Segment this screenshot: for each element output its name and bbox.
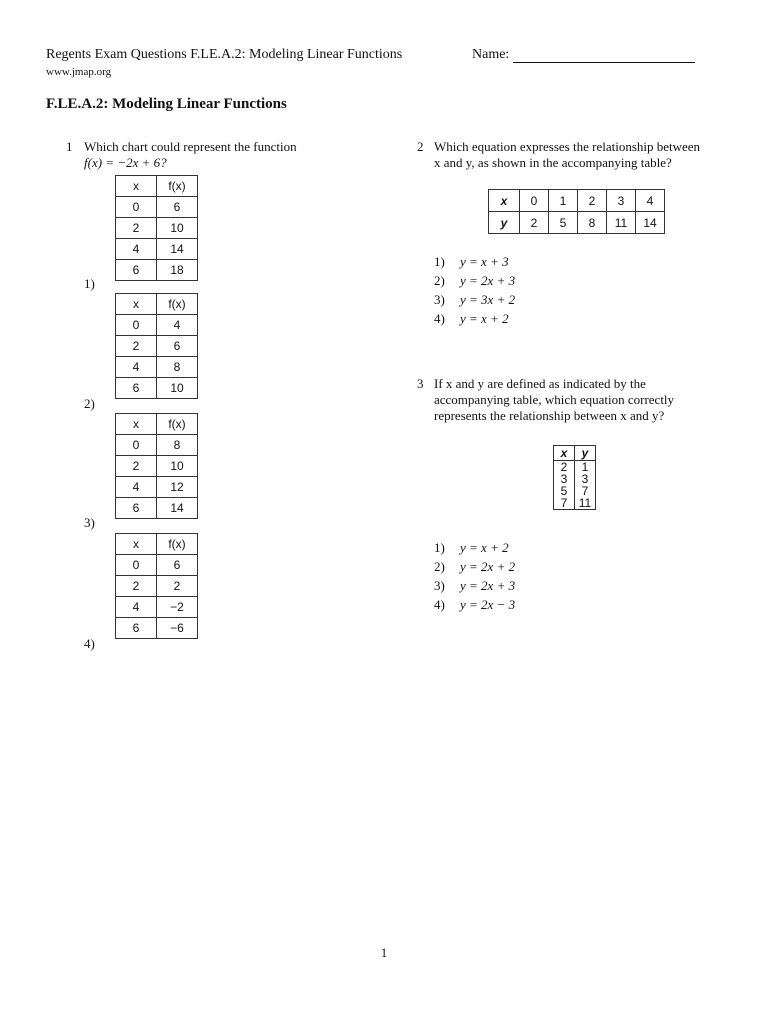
cell: 2 [116,336,157,357]
col-header-fx: f(x) [157,294,198,315]
cell: 4 [116,239,157,260]
cell: 0 [116,555,157,576]
option-number: 1) [434,540,445,555]
q3-text-line3: represents the relationship between x and y? [434,408,665,423]
cell: 4 [116,597,157,618]
option-number: 2) [434,273,445,288]
q2-option-2[interactable] [434,271,515,290]
cell: 3 [575,473,596,485]
q1-choice-3-table [115,413,198,519]
q3-option-4[interactable] [434,595,515,614]
header-title: Regents Exam Questions F.LE.A.2: Modeling Linear Functions [46,47,403,62]
option-equation: y = 2x + 2 [460,559,516,574]
q3-table [553,445,596,510]
cell: 1 [549,190,578,212]
option-number: 4) [434,311,445,326]
cell: 2 [116,456,157,477]
cell: 2 [554,461,575,474]
option-equation: y = 2x + 3 [460,273,516,288]
cell: 14 [636,212,665,234]
q1-choice-1-table [115,175,198,281]
cell: 5 [554,485,575,497]
q3-options [434,538,515,614]
cell: 4 [636,190,665,212]
col-header-x: x [116,414,157,435]
col-header-fx: f(x) [157,534,198,555]
cell: 7 [554,497,575,510]
cell: 3 [554,473,575,485]
q1-choice-2-table [115,293,198,399]
col-header-x: x [116,534,157,555]
col-header-x: x [116,176,157,197]
q2-option-1[interactable] [434,252,515,271]
q1-choice-3-label[interactable]: 3) [84,515,95,530]
cell: 2 [520,212,549,234]
option-number: 2) [434,559,445,574]
cell: 0 [116,315,157,336]
cell: 7 [575,485,596,497]
cell: 18 [157,260,198,281]
q2-text-line1: Which equation expresses the relationship between [434,139,701,154]
cell: 6 [157,197,198,218]
cell: −6 [157,618,198,639]
cell: 4 [116,357,157,378]
cell: 8 [157,435,198,456]
cell: 2 [116,218,157,239]
q1-choice-1-label[interactable]: 1) [84,276,95,291]
cell: 6 [116,498,157,519]
cell: 8 [157,357,198,378]
cell: 4 [116,477,157,498]
q2-number: 2 [417,139,424,154]
q2-table-y-label: y [489,212,520,234]
q3-table-x-label: x [554,446,575,461]
col-header-fx: f(x) [157,414,198,435]
col-header-fx: f(x) [157,176,198,197]
q2-option-3[interactable] [434,290,515,309]
header-url[interactable]: www.jmap.org [46,66,112,78]
q3-text-line2: accompanying table, which equation correctly [434,392,675,407]
option-number: 3) [434,292,445,307]
q3-number: 3 [417,376,424,391]
q3-option-1[interactable] [434,538,515,557]
cell: 1 [575,461,596,474]
col-header-x: x [116,294,157,315]
cell: 11 [575,497,596,510]
cell: 0 [116,435,157,456]
q1-choice-4-table [115,533,198,639]
q3-text-line1: If x and y are defined as indicated by the [434,376,646,391]
option-equation: y = x + 2 [460,540,509,555]
cell: 4 [157,315,198,336]
name-field[interactable] [472,47,695,63]
name-label: Name: [472,47,510,62]
q3-table-y-label: y [575,446,596,461]
option-number: 4) [434,597,445,612]
cell: 12 [157,477,198,498]
cell: 2 [157,576,198,597]
page-number: 1 [380,945,388,960]
cell: 6 [157,555,198,576]
q1-text [84,139,297,171]
cell: 10 [157,218,198,239]
option-equation: y = x + 3 [460,254,509,269]
cell: 0 [116,197,157,218]
cell: 14 [157,239,198,260]
option-number: 1) [434,254,445,269]
cell: 2 [578,190,607,212]
q3-option-2[interactable] [434,557,515,576]
cell: 5 [549,212,578,234]
name-line[interactable] [513,48,695,63]
option-equation: y = 2x + 3 [460,578,516,593]
option-equation: y = 3x + 2 [460,292,516,307]
cell: 0 [520,190,549,212]
cell: 10 [157,378,198,399]
cell: 2 [116,576,157,597]
q2-option-4[interactable] [434,309,515,328]
q3-option-3[interactable] [434,576,515,595]
q2-table [488,189,665,234]
option-equation: y = x + 2 [460,311,509,326]
document-title: F.LE.A.2: Modeling Linear Functions [46,96,287,112]
cell: 11 [607,212,636,234]
q1-choice-2-label[interactable]: 2) [84,396,95,411]
cell: 6 [116,378,157,399]
cell: 10 [157,456,198,477]
q1-number: 1 [66,139,73,154]
q2-table-x-label: x [489,190,520,212]
cell: 8 [578,212,607,234]
q1-choice-4-label[interactable]: 4) [84,636,95,651]
cell: 6 [116,618,157,639]
q1-text-line2: f(x) = −2x + 6? [84,155,167,170]
cell: 6 [157,336,198,357]
option-number: 3) [434,578,445,593]
option-equation: y = 2x − 3 [460,597,516,612]
cell: 6 [116,260,157,281]
q2-options [434,252,515,328]
q2-text-line2: x and y, as shown in the accompanying table? [434,155,672,170]
cell: 3 [607,190,636,212]
q3-text [434,376,674,424]
q1-text-line1: Which chart could represent the function [84,139,297,154]
q2-text [434,139,700,171]
cell: 14 [157,498,198,519]
cell: −2 [157,597,198,618]
